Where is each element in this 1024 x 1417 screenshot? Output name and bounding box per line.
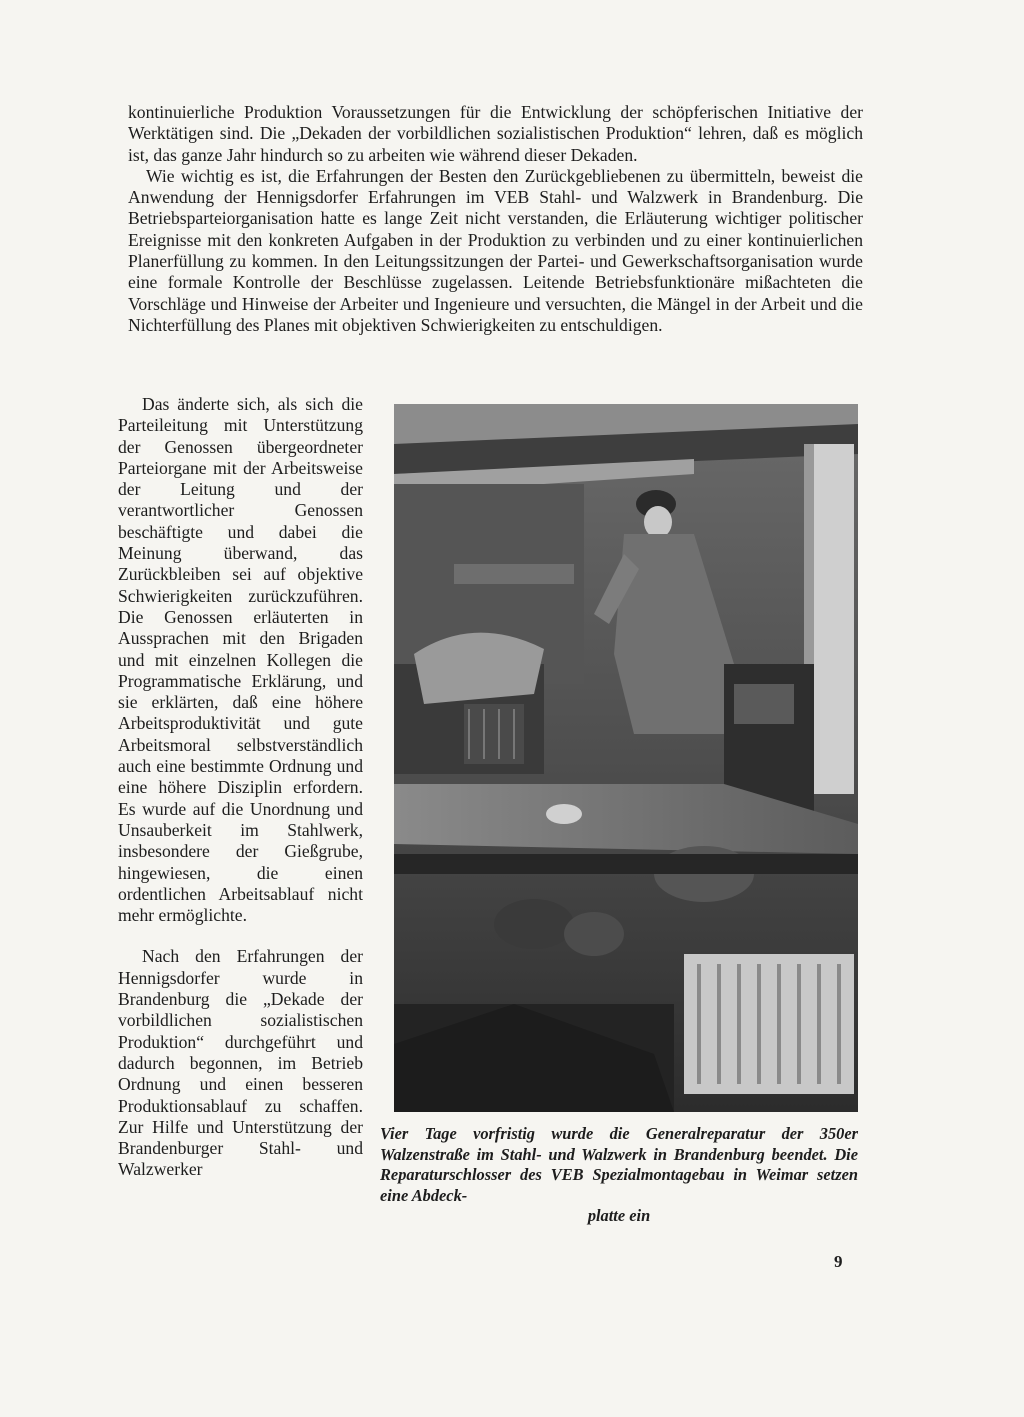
left-paragraph-2: Nach den Erfahrungen der Hennigsdorfer wurde in Brandenburg die „Dekade der vorbildlichen sozialistischen Produktion“ durchgeführt und dadurch begonnen, im Betrieb Ordnung und einen besseren Produktionsablauf zu schaffen. Zur Hilfe und Unterstützung der Brandenburger Stahl- und Walzwerker <box>118 946 363 1180</box>
caption-text: Vier Tage vorfristig wurde die Generalreparatur der 350er Walzenstraße im Stahl- und Walzwerk in Brandenburg beendet. Die Reparaturschlosser des VEB Spezialmontagebau in Weimar setzen eine Abdeck- <box>380 1124 858 1205</box>
page-number: 9 <box>834 1252 843 1271</box>
caption-last-line: platte ein <box>587 1206 651 1226</box>
photo-caption <box>380 1124 858 1227</box>
intro-paragraph-2: Wie wichtig es ist, die Erfahrungen der Besten den Zurückgebliebenen zu übermitteln, beweist die Anwendung der Hennigsdorfer Erfahrungen im VEB Stahl- und Walzwerk in Brandenburg. Die Betriebsparteiorganisation hatte es lange Zeit nicht verstanden, die Erläuterung wichtiger politischer Ereignisse mit den konkreten Aufgaben in der Produktion zu verbinden und zu einer kontinuierlichen Planerfüllung zu kommen. In den Leitungssitzungen der Partei- und Gewerkschaftsorganisation wurde eine formale Kontrolle der Beschlüsse zugelassen. Leitende Betriebsfunktionäre mißachteten die Vorschläge und Hinweise der Arbeiter und Ingenieure und versuchten, die Mängel in der Arbeit und die Nichterfüllung des Planes mit objektiven Schwierigkeiten zu entschuldigen. <box>128 165 863 335</box>
left-column-text <box>118 394 363 1181</box>
workshop-photo <box>394 404 858 1112</box>
workshop-photo-image <box>394 404 858 1112</box>
intro-paragraph-1: kontinuierliche Produktion Voraussetzungen für die Entwicklung der schöpferischen Initiative der Werktätigen sind. Die „Dekaden der vorbildlichen sozialistischen Produktion“ lehren, daß es möglich ist, das ganze Jahr hindurch so zu arbeiten wie während dieser Dekaden. <box>128 102 863 165</box>
left-paragraph-1: Das änderte sich, als sich die Parteileitung mit Unterstützung der Genossen übergeordneter Parteiorgane mit der Arbeitsweise der Leitung und der verantwortlicher Genossen beschäftigte und dabei die Meinung überwand, das Zurückbleiben sei auf objektive Schwierigkeiten zurückzuführen. Die Genossen erläuterten in Aussprachen mit den Brigaden und mit einzelnen Kollegen die Programmatische Erklärung, und sie erklärten, daß eine höhere Arbeitsproduktivität und gute Arbeitsmoral selbstverständlich auch eine bestimmte Ordnung und eine höhere Disziplin erfordern. Es wurde auf die Unordnung und Unsauberkeit im Stahlwerk, insbesondere der Gießgrube, hingewiesen, die einen ordentlichen Arbeitsablauf nicht mehr ermöglichte. <box>118 394 363 926</box>
intro-text <box>128 102 863 336</box>
